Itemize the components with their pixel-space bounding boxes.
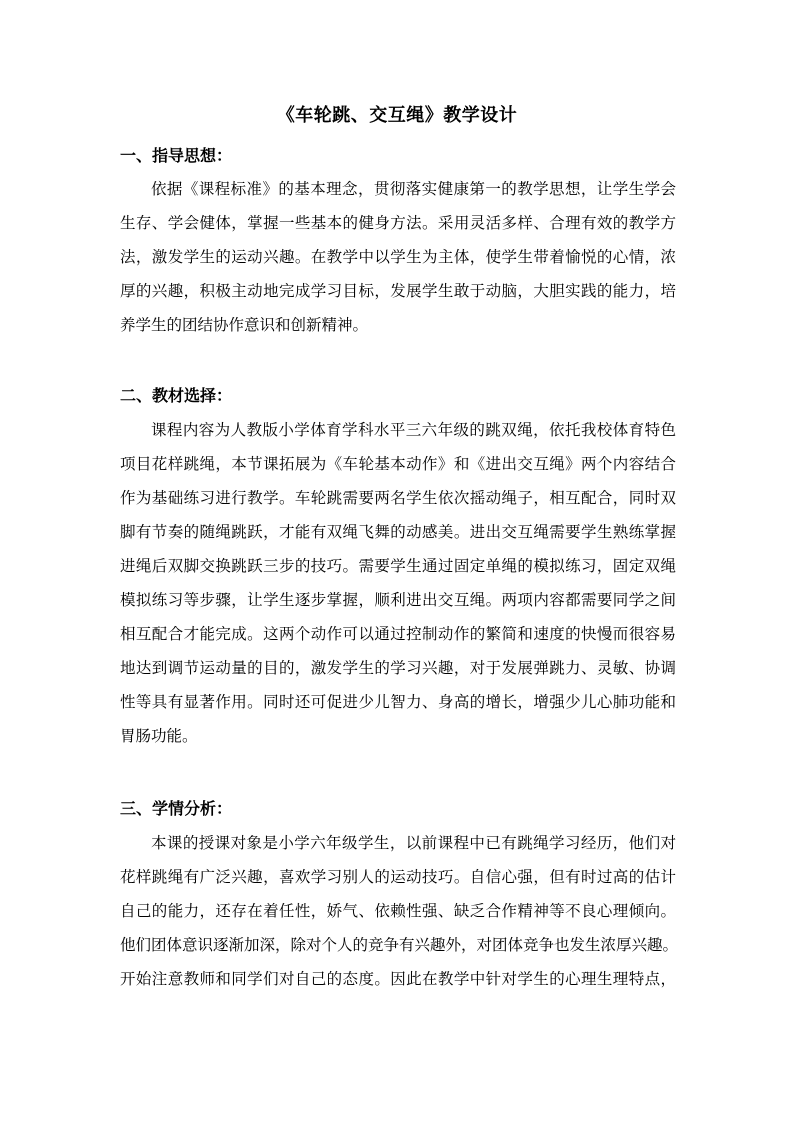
paragraph-line: 自己的能力，还存在着任性，娇气、依赖性强、缺乏合作精神等不良心理倾向。	[120, 902, 676, 920]
paragraph-line: 依据《课程标准》的基本理念，贯彻落实健康第一的教学思想，让学生学会	[151, 180, 676, 198]
paragraph-line: 地达到调节运动量的目的，激发学生的学习兴趣，对于发展弹跳力、灵敏、协调	[120, 659, 676, 677]
paragraph-line: 法，激发学生的运动兴趣。在教学中以学生为主体，使学生带着愉悦的心情，浓	[120, 248, 676, 266]
section-heading-material-selection: 二、教材选择：	[120, 386, 233, 405]
paragraph-line: 厚的兴趣，积极主动地完成学习目标，发展学生敢于动脑，大胆实践的能力，培	[120, 282, 676, 300]
section-heading-student-analysis: 三、学情分析：	[120, 799, 233, 818]
section-paragraph-material-selection	[120, 413, 676, 753]
paragraph-line: 花样跳绳有广泛兴趣，喜欢学习别人的运动技巧。自信心强，但有时过高的估计	[120, 868, 676, 886]
paragraph-line: 作为基础练习进行教学。车轮跳需要两名学生依次摇动绳子，相互配合，同时双	[120, 489, 676, 507]
paragraph-line: 相互配合才能完成。这两个动作可以通过控制动作的繁简和速度的快慢而很容易	[120, 625, 676, 643]
paragraph-line: 课程内容为人教版小学体育学科水平三六年级的跳双绳，依托我校体育特色	[151, 421, 676, 439]
paragraph-line: 本课的授课对象是小学六年级学生，以前课程中已有跳绳学习经历，他们对	[151, 834, 676, 852]
paragraph-line: 脚有节奏的随绳跳跃，才能有双绳飞舞的动感美。进出交互绳需要学生熟练掌握	[120, 523, 676, 541]
paragraph-line: 生存、学会健体，掌握一些基本的健身方法。采用灵活多样、合理有效的教学方	[120, 214, 676, 232]
paragraph-line: 胃肠功能。	[120, 727, 198, 745]
paragraph-line: 性等具有显著作用。同时还可促进少儿智力、身高的增长，增强少儿心肺功能和	[120, 693, 676, 711]
paragraph-line: 他们团体意识逐渐加深，除对个人的竞争有兴趣外，对团体竞争也发生浓厚兴趣。	[120, 936, 679, 954]
document-title: 《车轮跳、交互绳》教学设计	[276, 105, 518, 126]
paragraph-line: 项目花样跳绳，本节课拓展为《车轮基本动作》和《进出交互绳》两个内容结合	[120, 455, 676, 473]
paragraph-line: 开始注意教师和同学们对自己的态度。因此在教学中针对学生的心理生理特点，	[120, 970, 676, 988]
section-paragraph-student-analysis	[120, 826, 679, 996]
section-heading-guiding-ideology: 一、指导思想：	[120, 146, 233, 165]
section-paragraph-guiding-ideology	[120, 172, 676, 342]
paragraph-line: 养学生的团结协作意识和创新精神。	[120, 316, 369, 334]
paragraph-line: 进绳后双脚交换跳跃三步的技巧。需要学生通过固定单绳的模拟练习，固定双绳	[120, 557, 676, 575]
paragraph-line: 模拟练习等步骤，让学生逐步掌握，顺利进出交互绳。两项内容都需要同学之间	[120, 591, 676, 609]
